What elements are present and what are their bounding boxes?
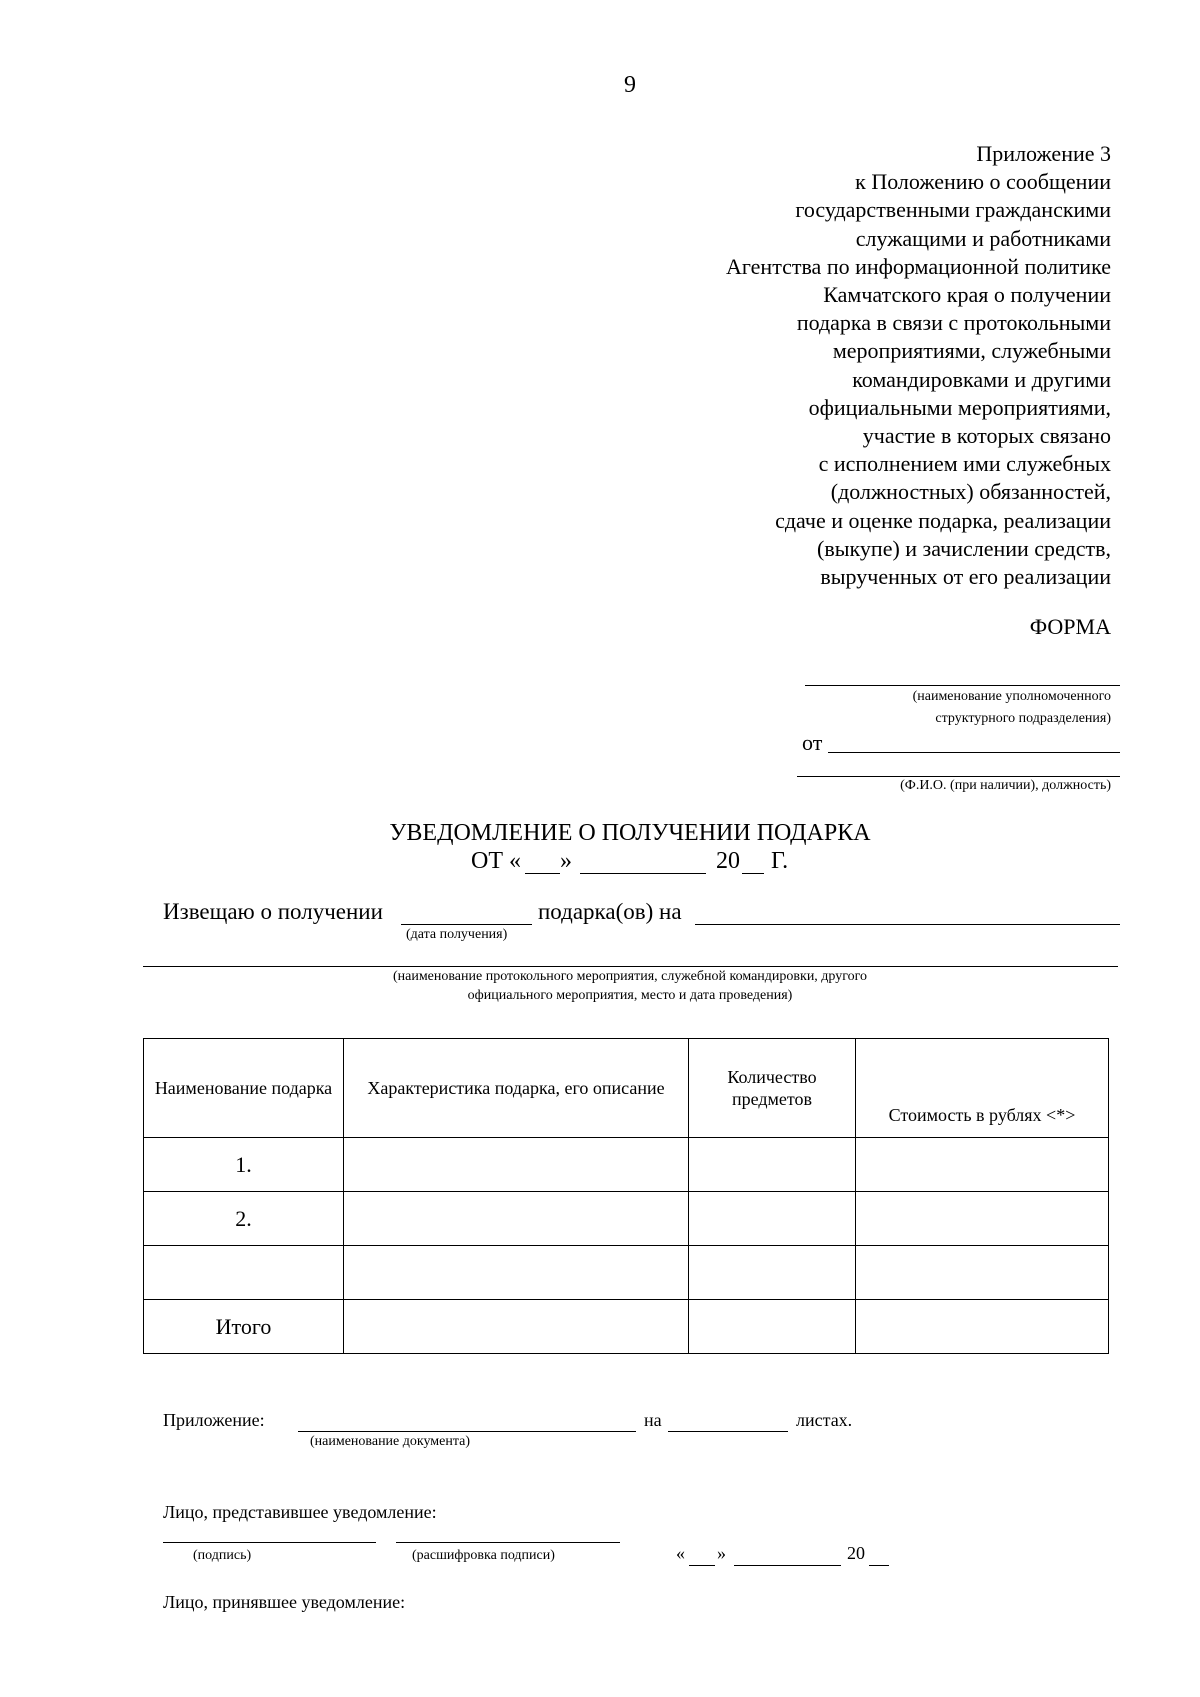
appendix-line: мероприятиями, служебными (832, 338, 1111, 364)
fio-caption: (Ф.И.О. (при наличии), должность) (900, 778, 1111, 793)
appendix-line: Камчатского края о получении (823, 282, 1111, 308)
appendix-reference (551, 140, 1111, 591)
header-gift-description: Характеристика подарка, его описание (344, 1039, 689, 1138)
event-caption-1: (наименование протокольного мероприятия, служебной командировки, другого (392, 969, 868, 984)
cell-gift-description[interactable] (344, 1246, 689, 1300)
form-label: ФОРМА (1029, 614, 1111, 639)
department-caption-2: структурного подразделения) (935, 711, 1111, 726)
submitter-month-line[interactable] (734, 1565, 841, 1566)
submitter-decoding-caption: (расшифровка подписи) (412, 1548, 555, 1563)
event-name-line[interactable] (695, 924, 1120, 925)
event-details-line[interactable] (143, 966, 1118, 967)
appendix-line: подарка в связи с протокольными (796, 310, 1111, 336)
submitter-signature-caption: (подпись) (193, 1548, 252, 1563)
page-number: 9 (624, 72, 636, 98)
table-total-row (144, 1300, 1109, 1354)
appendix-line: к Положению о сообщении (855, 169, 1111, 195)
cell-cost[interactable] (856, 1138, 1109, 1192)
cell-gift-name[interactable]: 2. (144, 1192, 344, 1246)
table-row (144, 1192, 1109, 1246)
appendix-line: вырученных от его реализации (820, 564, 1111, 590)
appendix-line: командировками и другими (852, 366, 1111, 392)
event-caption-2: официального мероприятия, место и дата проведения) (467, 988, 793, 1003)
receipt-date-line[interactable] (401, 924, 532, 925)
submitter-label: Лицо, представившее уведомление: (163, 1502, 437, 1522)
cell-cost[interactable] (856, 1192, 1109, 1246)
attachment-sheets-line[interactable] (668, 1431, 788, 1432)
table-row (144, 1138, 1109, 1192)
gifts-table (143, 1038, 1109, 1354)
table-header-row (144, 1039, 1109, 1138)
declaration-text-start: Извещаю о получении (163, 899, 383, 924)
table-row (144, 1246, 1109, 1300)
appendix-line: (должностных) обязанностей, (830, 479, 1111, 505)
notice-title: УВЕДОМЛЕНИЕ О ПОЛУЧЕНИИ ПОДАРКА (389, 820, 871, 846)
submitter-day-line[interactable] (689, 1565, 715, 1566)
notice-day-line[interactable] (525, 873, 560, 874)
cell-quantity[interactable] (689, 1138, 856, 1192)
submitter-year: 20 (847, 1543, 865, 1563)
submitter-signature-line[interactable] (163, 1542, 376, 1543)
appendix-line: (выкупе) и зачислении средств, (817, 535, 1111, 561)
cell-cost[interactable] (856, 1300, 1109, 1354)
cell-total-label: Итого (144, 1300, 344, 1354)
notice-date-mid: » (560, 848, 572, 874)
appendix-line: Приложение 3 (976, 141, 1111, 166)
fio-line[interactable] (797, 776, 1120, 777)
attachment-document-caption: (наименование документа) (310, 1434, 471, 1449)
submitter-year-line[interactable] (869, 1565, 889, 1566)
from-label: от (802, 730, 823, 755)
from-line[interactable] (828, 752, 1120, 753)
appendix-line: участие в которых связано (862, 423, 1111, 449)
cell-gift-description[interactable] (344, 1300, 689, 1354)
notice-year-line[interactable] (742, 873, 764, 874)
appendix-line: официальными мероприятиями, (808, 394, 1111, 420)
submitter-date-close: » (717, 1543, 726, 1563)
receiver-label: Лицо, принявшее уведомление: (163, 1592, 406, 1612)
notice-year-suffix: Г. (771, 848, 789, 874)
attachment-sheets: листах. (796, 1410, 853, 1430)
cell-gift-description[interactable] (344, 1138, 689, 1192)
submitter-decoding-line[interactable] (396, 1542, 620, 1543)
notice-year-prefix: 20 (716, 848, 740, 874)
header-gift-name: Наименование подарка (144, 1039, 344, 1138)
appendix-line: служащими и работниками (855, 225, 1111, 251)
appendix-line: сдаче и оценке подарка, реализации (775, 507, 1111, 533)
cell-quantity[interactable] (689, 1192, 856, 1246)
appendix-line: с исполнением ими служебных (818, 451, 1111, 477)
department-caption-1: (наименование уполномоченного (912, 689, 1111, 704)
receipt-date-caption: (дата получения) (406, 927, 508, 942)
appendix-line: Агентства по информационной политике (726, 253, 1111, 279)
declaration-text-mid: подарка(ов) на (538, 899, 682, 924)
cell-gift-name[interactable]: 1. (144, 1138, 344, 1192)
cell-quantity[interactable] (689, 1246, 856, 1300)
attachment-on: на (644, 1410, 662, 1430)
department-name-line[interactable] (805, 685, 1120, 686)
cell-gift-description[interactable] (344, 1192, 689, 1246)
header-quantity: Количество предметов (689, 1039, 856, 1138)
cell-quantity[interactable] (689, 1300, 856, 1354)
cell-gift-name[interactable] (144, 1246, 344, 1300)
notice-date-prefix: ОТ « (471, 848, 521, 874)
appendix-line: государственными гражданскими (795, 197, 1111, 223)
submitter-date-open: « (676, 1543, 685, 1563)
attachment-label: Приложение: (163, 1410, 265, 1430)
attachment-document-line[interactable] (298, 1431, 636, 1432)
cell-cost[interactable] (856, 1246, 1109, 1300)
notice-month-line[interactable] (580, 873, 706, 874)
header-cost: Стоимость в рублях <*> (856, 1039, 1109, 1138)
